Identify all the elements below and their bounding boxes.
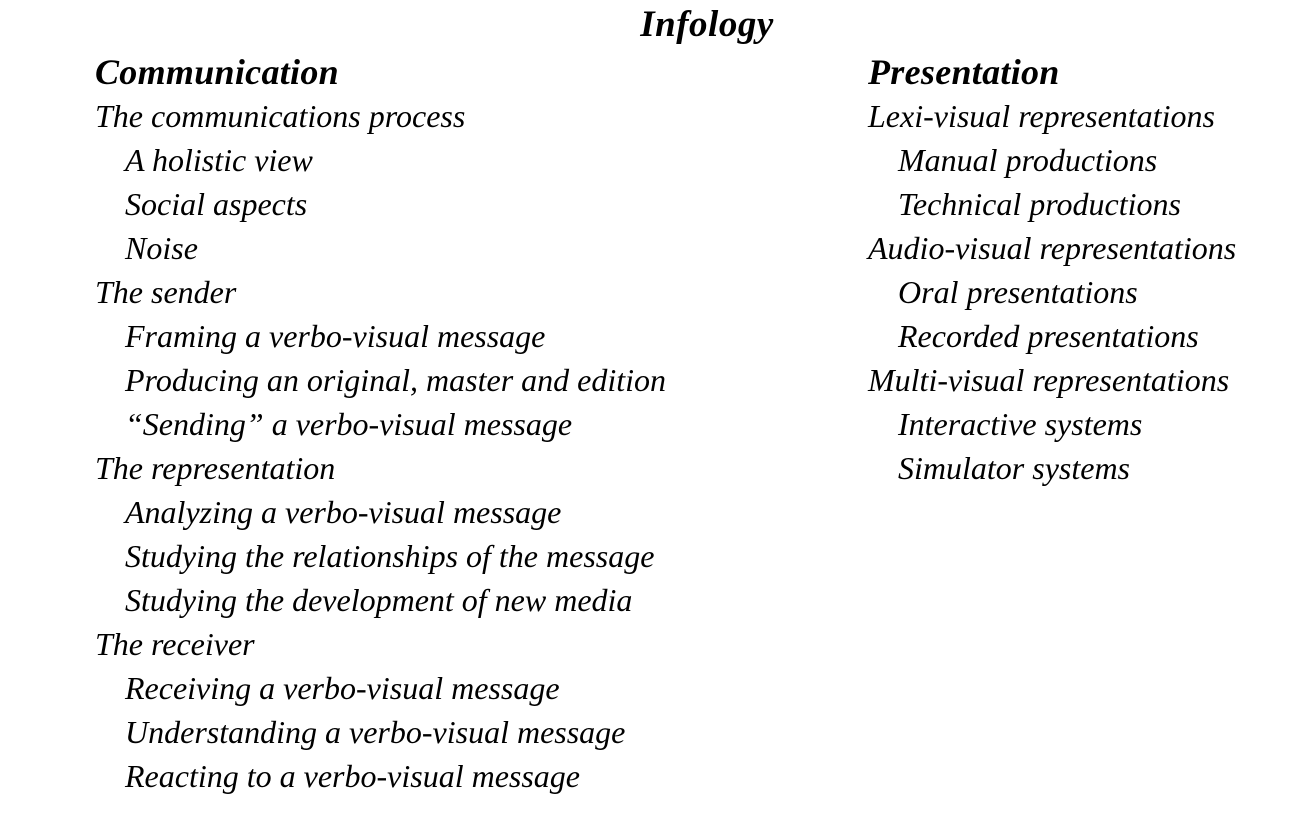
outline-item: Receiving a verbo-visual message — [125, 670, 560, 706]
outline-item: Manual productions — [898, 142, 1158, 178]
outline-item: The receiver — [95, 626, 255, 662]
outline-item: Technical productions — [898, 186, 1181, 222]
outline-item: Understanding a verbo-visual message — [125, 714, 626, 750]
outline-item: The sender — [95, 274, 237, 310]
column-header-presentation: Presentation — [868, 52, 1060, 92]
page-title: Infology — [640, 4, 774, 45]
outline-item: Audio-visual representations — [868, 230, 1237, 266]
outline-item: Analyzing a verbo-visual message — [125, 494, 562, 530]
outline-item: A holistic view — [125, 142, 313, 178]
column-presentation — [868, 50, 1308, 798]
outline-item: The representation — [95, 450, 336, 486]
outline-item: Noise — [125, 230, 198, 266]
outline-item: Social aspects — [125, 186, 308, 222]
outline-item: Studying the relationships of the message — [125, 538, 655, 574]
outline-item: Oral presentations — [898, 274, 1138, 310]
outline-item: The communications process — [95, 98, 466, 134]
outline-item: Lexi-visual representations — [868, 98, 1215, 134]
column-header-communication: Communication — [95, 52, 339, 92]
outline-item: Recorded presentations — [898, 318, 1199, 354]
outline-item: Interactive systems — [898, 406, 1143, 442]
outline-item: Producing an original, master and edition — [125, 362, 667, 398]
column-communication — [95, 50, 868, 798]
outline-item: “Sending” a verbo-visual message — [125, 406, 573, 442]
outline-item: Simulator systems — [898, 450, 1130, 486]
outline-item: Multi-visual representations — [868, 362, 1230, 398]
outline-columns — [95, 50, 1308, 798]
outline-item: Reacting to a verbo-visual message — [125, 758, 580, 794]
outline-item: Studying the development of new media — [125, 582, 633, 618]
outline-item: Framing a verbo-visual message — [125, 318, 546, 354]
